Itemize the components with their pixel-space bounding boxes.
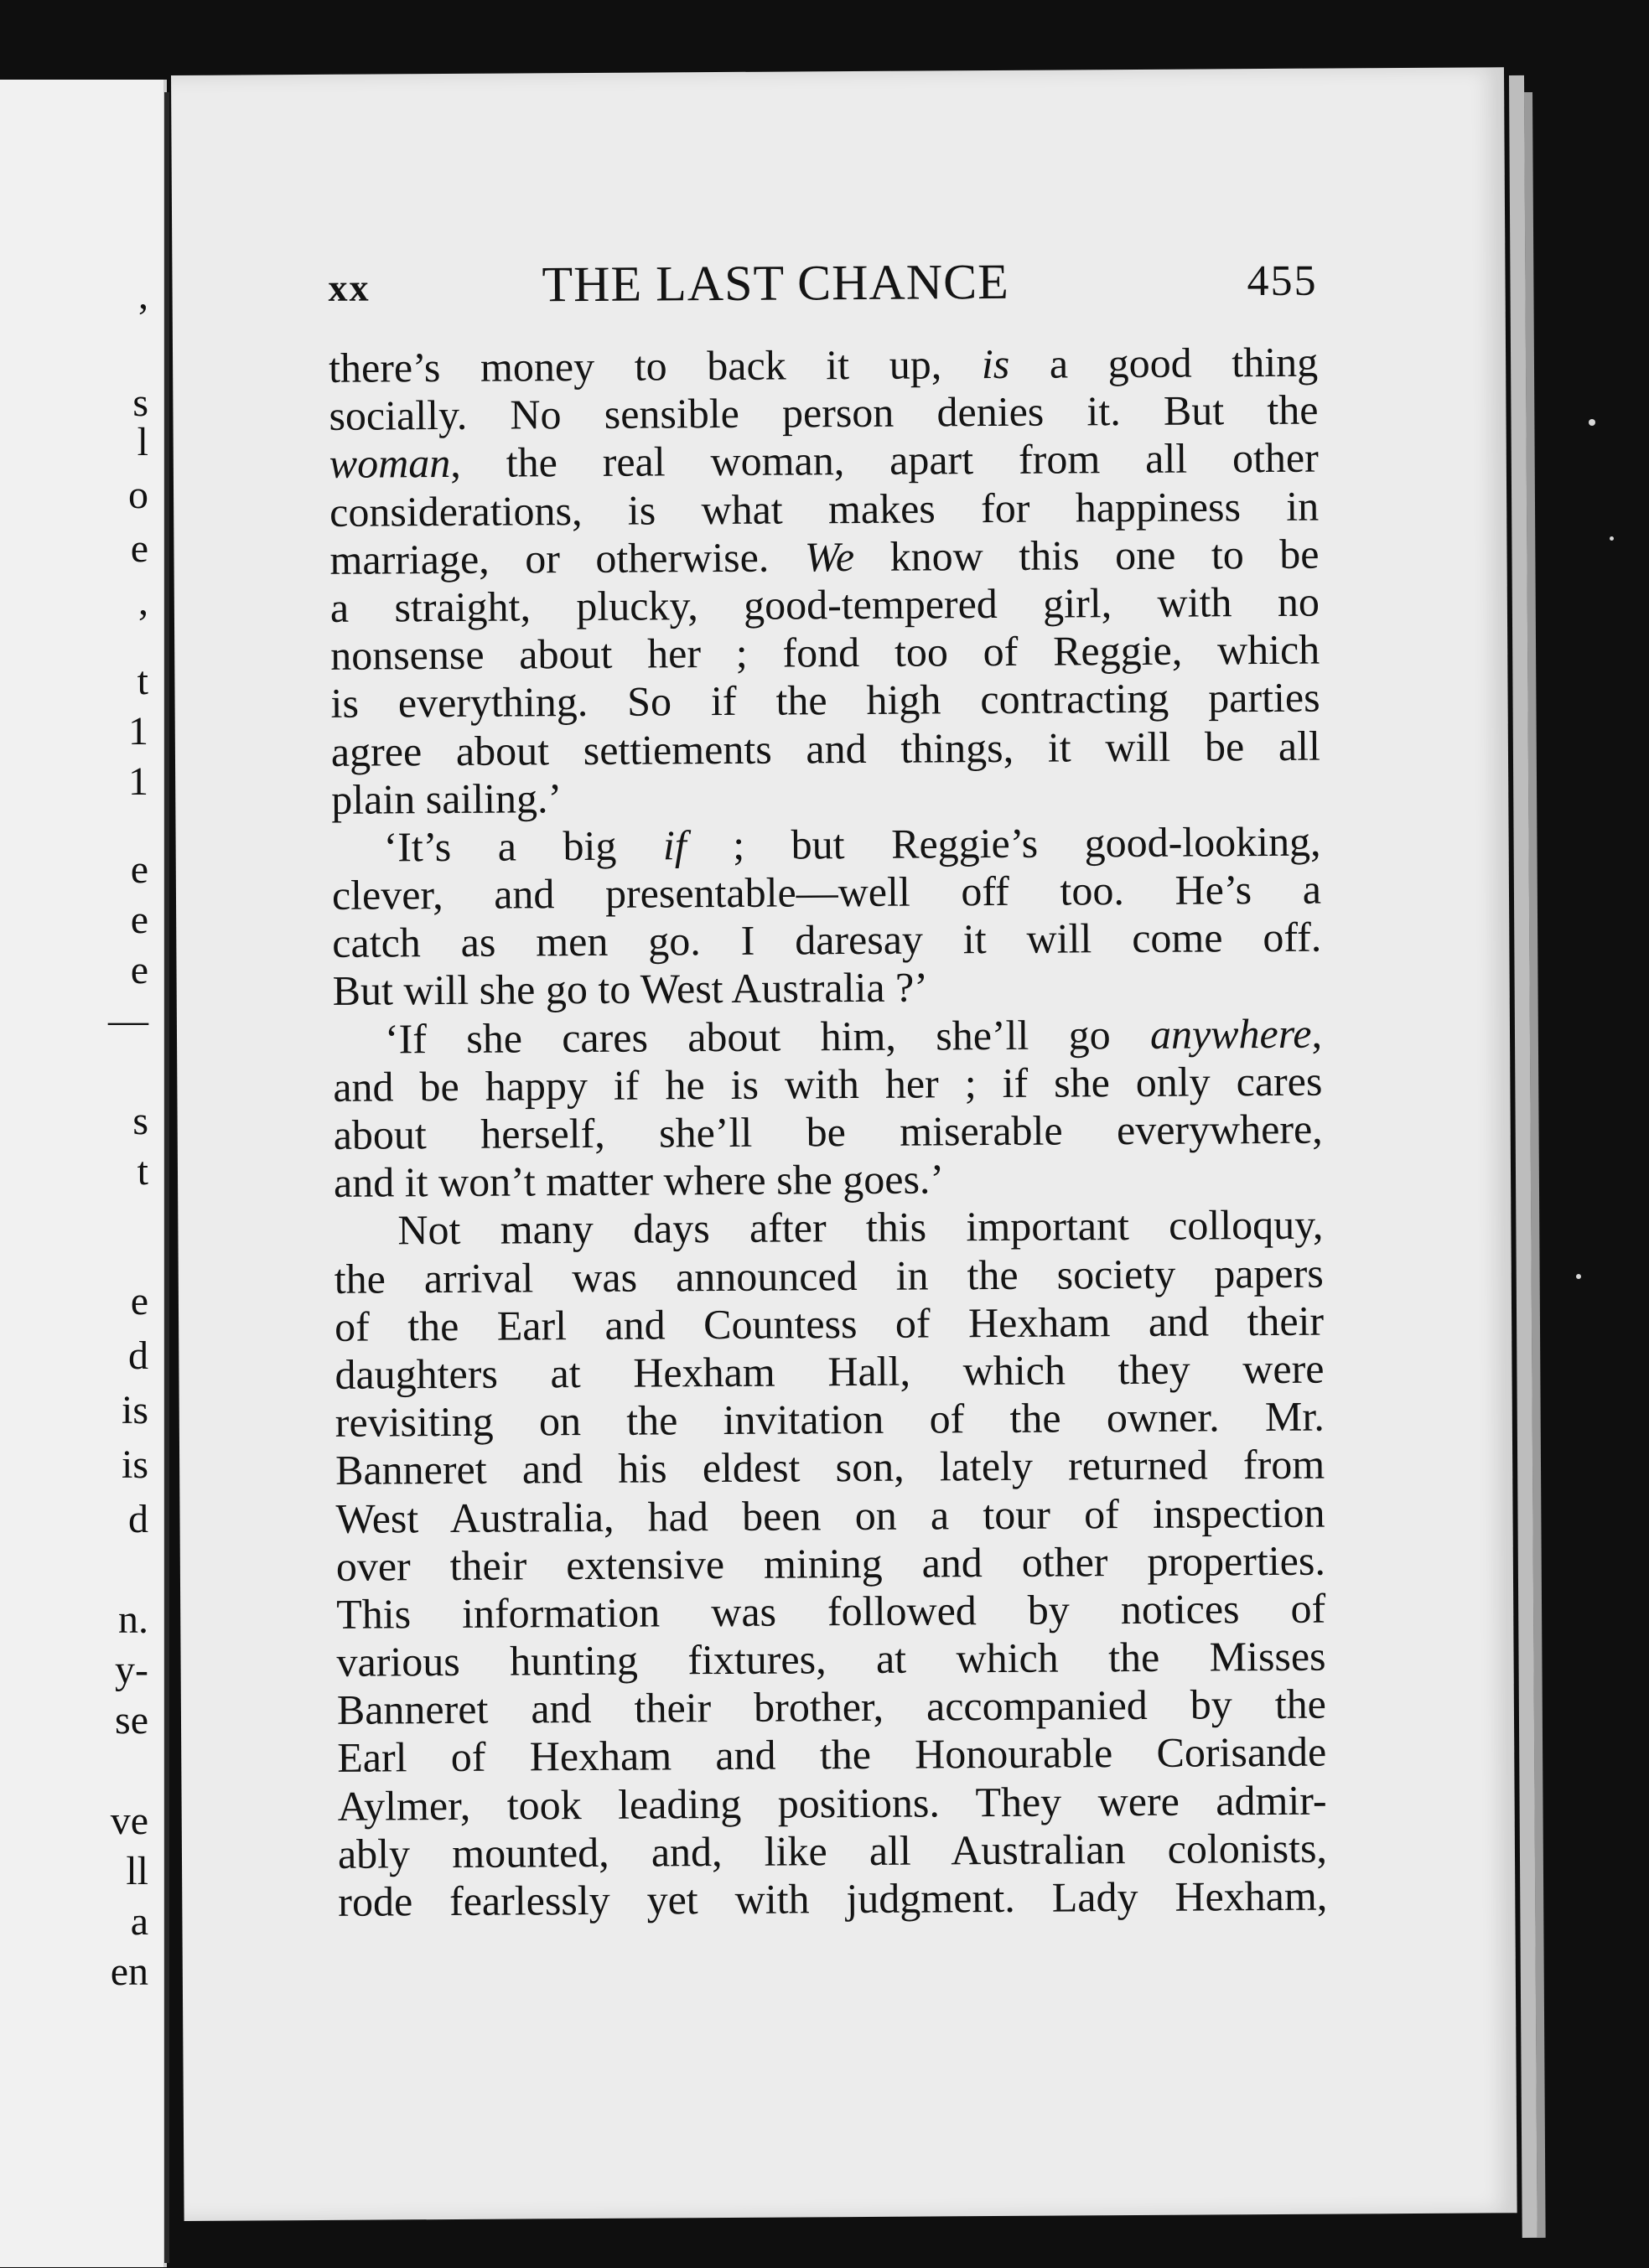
- text-line: ‘If she cares about him, she’ll go anywhere,: [384, 1009, 1323, 1063]
- italic-word: is: [981, 339, 1010, 388]
- text-line: about herself, she’ll be miserable everywhere,: [333, 1105, 1323, 1158]
- book-gutter: [164, 92, 169, 2263]
- fragment: ve: [110, 1799, 148, 1843]
- text-line: woman, the real woman, apart from all other: [329, 434, 1319, 488]
- fragment: ll: [126, 1849, 148, 1893]
- fragment: e: [130, 898, 148, 942]
- fragment: is: [121, 1388, 148, 1432]
- text-line: Banneret and their brother, accompanied by the: [336, 1680, 1327, 1734]
- book-page: [171, 67, 1517, 2221]
- italic-word: if: [662, 821, 687, 869]
- fragment: s: [132, 1099, 148, 1143]
- fragment: is: [121, 1442, 148, 1487]
- fragment: e: [130, 847, 148, 892]
- fragment: o: [128, 473, 148, 517]
- text-line: Not many days after this important colloquy,: [397, 1201, 1324, 1254]
- text-line: considerations, is what makes for happiness in: [329, 482, 1320, 536]
- running-title: THE LAST CHANCE: [542, 253, 1009, 313]
- scan-speck: [1610, 536, 1614, 541]
- text-line: agree about settiements and things, it will be all: [330, 722, 1321, 775]
- running-header: [328, 251, 1317, 324]
- left-facing-page: [0, 80, 167, 2267]
- body-text: [329, 339, 1328, 1926]
- text-line: catch as men go. I daresay it will come off.: [332, 913, 1322, 967]
- fragment: a: [130, 1899, 148, 1944]
- text-line: ‘It’s a big if ; but Reggie’s good-looking,: [383, 817, 1321, 871]
- chapter-number: xx: [328, 266, 371, 309]
- text-line: and be happy if he is with her ; if she only cares: [333, 1057, 1323, 1111]
- text-line: Aylmer, took leading positions. They were admir-: [337, 1776, 1327, 1830]
- scan-speck: [1576, 1274, 1581, 1279]
- text-line: there’s money to back it up, is a good thing: [328, 338, 1319, 391]
- fragment: e: [130, 1279, 148, 1323]
- text-line: revisiting on the invitation of the owner. Mr.: [334, 1392, 1325, 1446]
- fragment: t: [137, 659, 148, 703]
- text-line: plain sailing.’: [331, 774, 563, 823]
- text-line: nonsense about her ; fond too of Reggie, which: [330, 625, 1320, 679]
- text-line: socially. No sensible person denies it. But the: [329, 386, 1319, 440]
- italic-word: woman: [329, 439, 451, 488]
- fragment: d: [128, 1333, 148, 1378]
- text-line: This information was followed by notices of: [336, 1584, 1326, 1638]
- fragment: e: [130, 526, 148, 571]
- text-line: marriage, or otherwise. We know this one to be: [329, 530, 1320, 583]
- text-line: the arrival was announced in the society papers: [334, 1249, 1324, 1302]
- text-line: Earl of Hexham and the Honourable Corisande: [337, 1728, 1327, 1782]
- fragment: d: [128, 1497, 148, 1541]
- text-line: West Australia, had been on a tour of inspection: [335, 1489, 1325, 1542]
- text-line: over their extensive mining and other properties.: [335, 1536, 1326, 1590]
- text-line: and it won’t matter where she goes.’: [333, 1155, 945, 1207]
- fragment: ,: [138, 273, 148, 318]
- text-line: is everything. So if the high contracting parties: [330, 673, 1320, 728]
- text-line: various hunting fixtures, at which the Misses: [336, 1632, 1326, 1685]
- fragment: se: [115, 1698, 148, 1742]
- fragment: 1: [128, 759, 148, 804]
- text-line: daughters at Hexham Hall, which they were: [334, 1344, 1325, 1398]
- text-line: of the Earl and Countess of Hexham and their: [334, 1297, 1325, 1350]
- fragment: t: [137, 1149, 148, 1194]
- italic-word: anywhere: [1149, 1009, 1312, 1058]
- text-line: clever, and presentable—well off too. He’s a: [331, 865, 1322, 919]
- scan-speck: [1589, 419, 1595, 426]
- text-line: ably mounted, and, like all Australian colonists,: [337, 1824, 1328, 1877]
- fragment: l: [137, 420, 148, 464]
- fragment: n.: [118, 1597, 148, 1642]
- fragment: s: [132, 381, 148, 425]
- fragment: en: [110, 1950, 148, 1994]
- text-line: Banneret and his eldest son, lately returned from: [334, 1440, 1325, 1494]
- fragment: y-: [115, 1648, 148, 1692]
- text-line: rode fearlessly yet with judgment. Lady Hexham,: [338, 1872, 1328, 1925]
- fragment: 1: [128, 709, 148, 753]
- page-number: 455: [1247, 256, 1318, 306]
- fragment: ,: [138, 579, 148, 624]
- fragment: e: [130, 948, 148, 992]
- text-line: But will she go to West Australia ?’: [332, 963, 929, 1015]
- text-line: a straight, plucky, good-tempered girl, with no: [329, 577, 1320, 631]
- fragment: —: [108, 998, 148, 1043]
- italic-word: We: [804, 532, 855, 581]
